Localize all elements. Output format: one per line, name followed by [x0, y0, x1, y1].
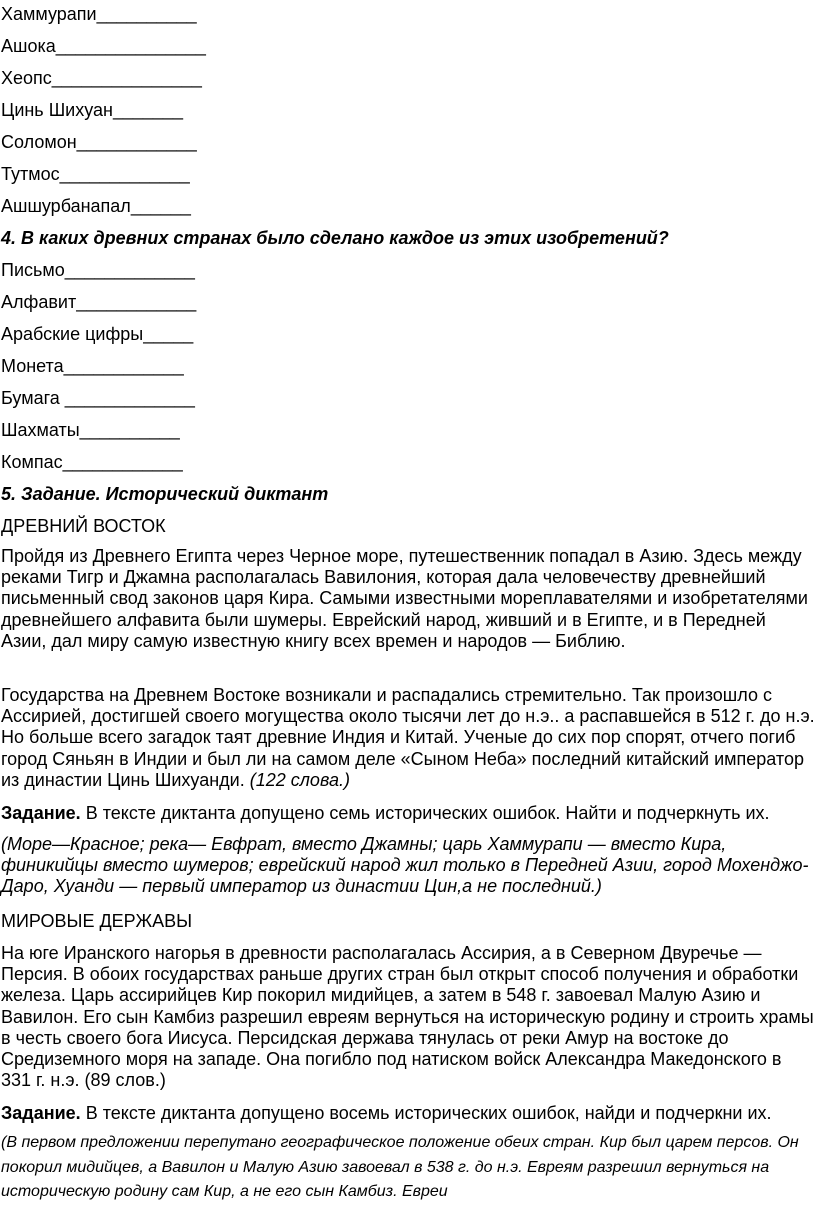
name-line: Хаммурапи__________ [1, 4, 197, 24]
name-line: Цинь Шихуан_______ [1, 100, 184, 120]
invention-line: Арабские цифры_____ [1, 324, 194, 344]
word-count: (122 слова.) [249, 769, 350, 790]
task-label: Задание. [1, 803, 81, 823]
dictation-paragraph-1: Пройдя из Древнего Египта через Черное море, путешественник попадал в Азию. Здесь между реками Тигр и Джамна располагалась Вавилония, которая дала человечеству древнейший письменный свод законов царя Кира. Самыми известными мореплавателями и изобретателями древнейшего алфавита были шумеры. Еврейский народ, живший и в Египте, и в Передней Азии, дал миру самую известную книгу всех времен и народов — Библию. [1, 546, 808, 651]
task-label: Задание. [1, 1103, 81, 1123]
task-line-1 [1, 803, 815, 824]
invention-line: Алфавит____________ [1, 292, 197, 312]
invention-line: Шахматы__________ [1, 420, 180, 440]
name-line: Ашока_______________ [1, 36, 206, 56]
answer-2: (В первом предложении перепутано географическое положение обеих стран. Кир был царем персов. Он покорил мидийцев, а Вавилон и Малую Азию завоевал в 538 г. до н.э. Евреям разрешил вернуться на историческую родину сам Кир, а не его сын Камбиз. Евреи [1, 1134, 799, 1200]
task-line-2 [1, 1103, 815, 1124]
name-line: Тутмос_____________ [1, 164, 190, 184]
question-4-title: 4. В каких древних странах было сделано каждое из этих изобретений? [1, 228, 669, 248]
paragraph-text: Государства на Древнем Востоке возникали и распадались стремительно. Так произошло с Ассирией, достигшей своего могущества около тысячи лет до н.э.. а распавшейся в 512 г. до н.э. Но больше всего загадок таят древние Индия и Китай. Ученые до сих пор спорят, отчего погиб город Сяньян в Индии и был ли на самом деле «Сыном Неба» последний китайский император из династии Цинь Шихуанди. [1, 685, 815, 790]
question-5-title: 5. Задание. Исторический диктант [1, 484, 329, 504]
name-line: Ашшурбанапал______ [1, 196, 191, 216]
invention-line: Письмо_____________ [1, 260, 195, 280]
answer-1: (Море—Красное; река— Евфрат, вместо Джамны; царь Хаммурапи — вместо Кира, финикийцы вместо шумеров; еврейский народ жил только в Передней Азии, город Мохенджо-Даро, Хуанди — первый император из династии Цин,а не последний.) [1, 834, 809, 897]
section-heading-ancient-east: ДРЕВНИЙ ВОСТОК [1, 516, 166, 536]
invention-line: Бумага _____________ [1, 388, 195, 408]
name-line: Соломон____________ [1, 132, 197, 152]
task-text: В тексте диктанта допущено восемь исторических ошибок, найди и подчеркни их. [80, 1103, 772, 1123]
name-line: Хеопс_______________ [1, 68, 202, 88]
section-heading-world-powers: МИРОВЫЕ ДЕРЖАВЫ [1, 911, 193, 931]
task-text: В тексте диктанта допущено семь исторических ошибок. Найти и подчеркнуть их. [80, 803, 770, 823]
dictation-paragraph-2 [1, 685, 815, 791]
dictation-paragraph-3: На юге Иранского нагорья в древности располагалась Ассирия, а в Северном Двуречье — Персия. В обоих государствах раньше других стран был открыт способ получения и обработки железа. Царь ассирийцев Кир покорил мидийцев, а затем в 548 г. завоевал Малую Азию и Вавилон. Его сын Камбиз разрешил евреям вернуться на историческую родину и строить храмы в честь своего бога Иисуса. Персидская держава тянулась от реки Амур на востоке до Средиземного моря на западе. Она погибло под натиском войск Александра Македонского в 331 г. н.э. (89 слов.) [1, 943, 814, 1091]
invention-line: Монета____________ [1, 356, 184, 376]
invention-line: Компас____________ [1, 452, 183, 472]
